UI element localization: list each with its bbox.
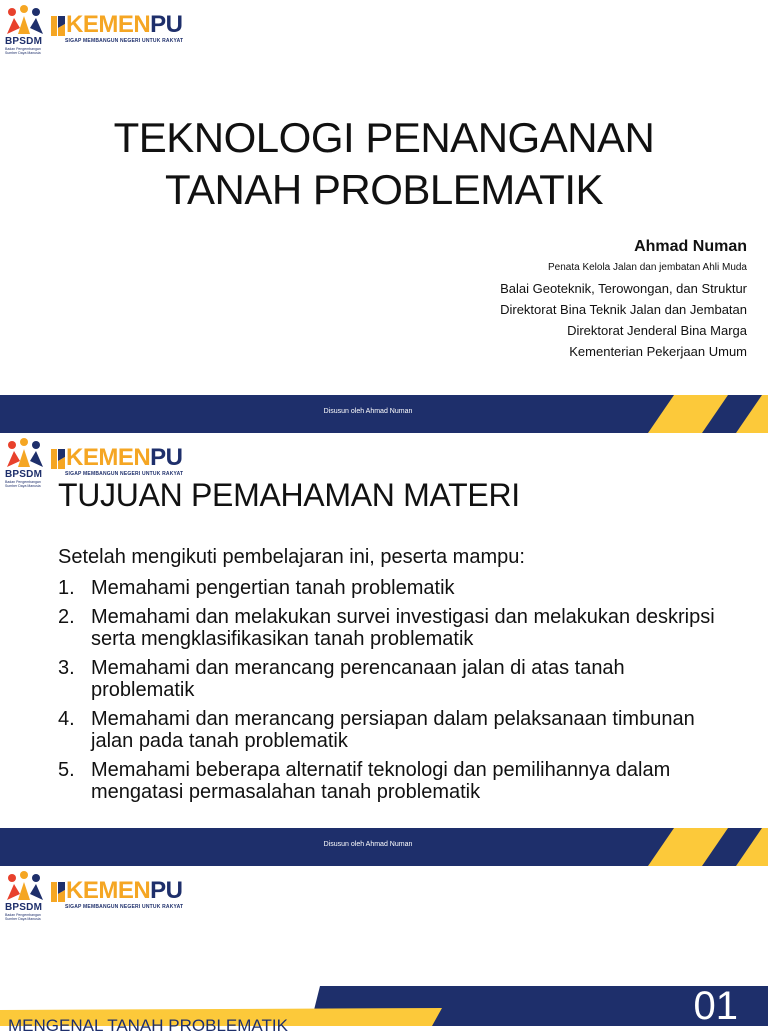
footer-credit: Disusun oleh Ahmad Numan [323,841,413,848]
list-item: 2. Memahami dan melakukan survei investigasi dan melakukan deskripsi serta mengklasifikasikan tanah problematik [58,606,715,650]
footer-bar [0,395,768,433]
bpsdm-label: BPSDM [5,902,43,913]
header-logos [4,870,204,921]
presentation-title [0,112,768,216]
footer-stripes [618,828,768,866]
objectives-list [58,577,718,810]
section-title: MENGENAL TANAH PROBLEMATIK [8,1016,288,1035]
footer-bar [0,828,768,866]
bpsdm-sublabel: Badan Pengembangan Sumber Daya Manusia [5,47,41,55]
bpsdm-sublabel: Badan Pengembangan Sumber Daya Manusia [5,913,41,921]
author-block [500,236,747,362]
list-item: 4. Memahami dan merancang persiapan dalam pelaksanaan timbunan jalan pada tanah problematik [58,708,695,752]
author-org-2: Direktorat Bina Teknik Jalan dan Jembatan [500,302,747,317]
kemenpu-wordmark: KEMENPU [66,444,183,471]
author-org-4: Kementerian Pekerjaan Umum [569,344,747,359]
title-line-2: TANAH PROBLEMATIK [164,166,604,213]
bpsdm-label: BPSDM [5,36,43,47]
slide-objectives [0,433,768,866]
kemenpu-logo-icon [50,880,66,904]
kemenpu-tagline: SIGAP MEMBANGUN NEGERI UNTUK RAKYAT [65,904,184,910]
kemenpu-logo-icon [50,447,66,471]
author-org-1: Balai Geoteknik, Terowongan, dan Struktur [500,281,747,296]
bpsdm-logo-icon [4,4,46,38]
section-number: 01 [693,984,738,1028]
footer-credit: Disusun oleh Ahmad Numan [323,408,413,415]
kemenpu-wordmark: KEMENPU [66,11,183,38]
list-item: 5. Memahami beberapa alternatif teknologi dan pemilihannya dalam mengatasi permasalahan tanah problematik [58,759,671,803]
list-item: 1. Memahami pengertian tanah problematik [58,577,455,599]
footer-stripes [618,395,768,433]
bpsdm-sublabel: Badan Pengembangan Sumber Daya Manusia [5,480,41,488]
author-role: Penata Kelola Jalan dan jembatan Ahli Muda [547,262,747,273]
slide-heading: TUJUAN PEMAHAMAN MATERI [58,477,520,513]
author-name: Ahmad Numan [634,238,747,255]
author-org-3: Direktorat Jenderal Bina Marga [567,323,747,338]
bpsdm-logo-icon [4,870,46,904]
title-line-1: TEKNOLOGI PENANGANAN [113,114,655,161]
kemenpu-tagline: SIGAP MEMBANGUN NEGERI UNTUK RAKYAT [65,38,184,44]
objectives-intro: Setelah mengikuti pembelajaran ini, peserta mampu: [58,546,525,568]
slide-section [0,866,768,1035]
bpsdm-label: BPSDM [5,469,43,480]
slide-title [0,0,768,433]
kemenpu-logo-icon [50,14,66,38]
header-logos [4,4,204,55]
list-item: 3. Memahami dan merancang perencanaan jalan di atas tanah problematik [58,657,625,701]
bpsdm-logo-icon [4,437,46,471]
kemenpu-tagline: SIGAP MEMBANGUN NEGERI UNTUK RAKYAT [65,471,184,477]
kemenpu-wordmark: KEMENPU [66,877,183,904]
